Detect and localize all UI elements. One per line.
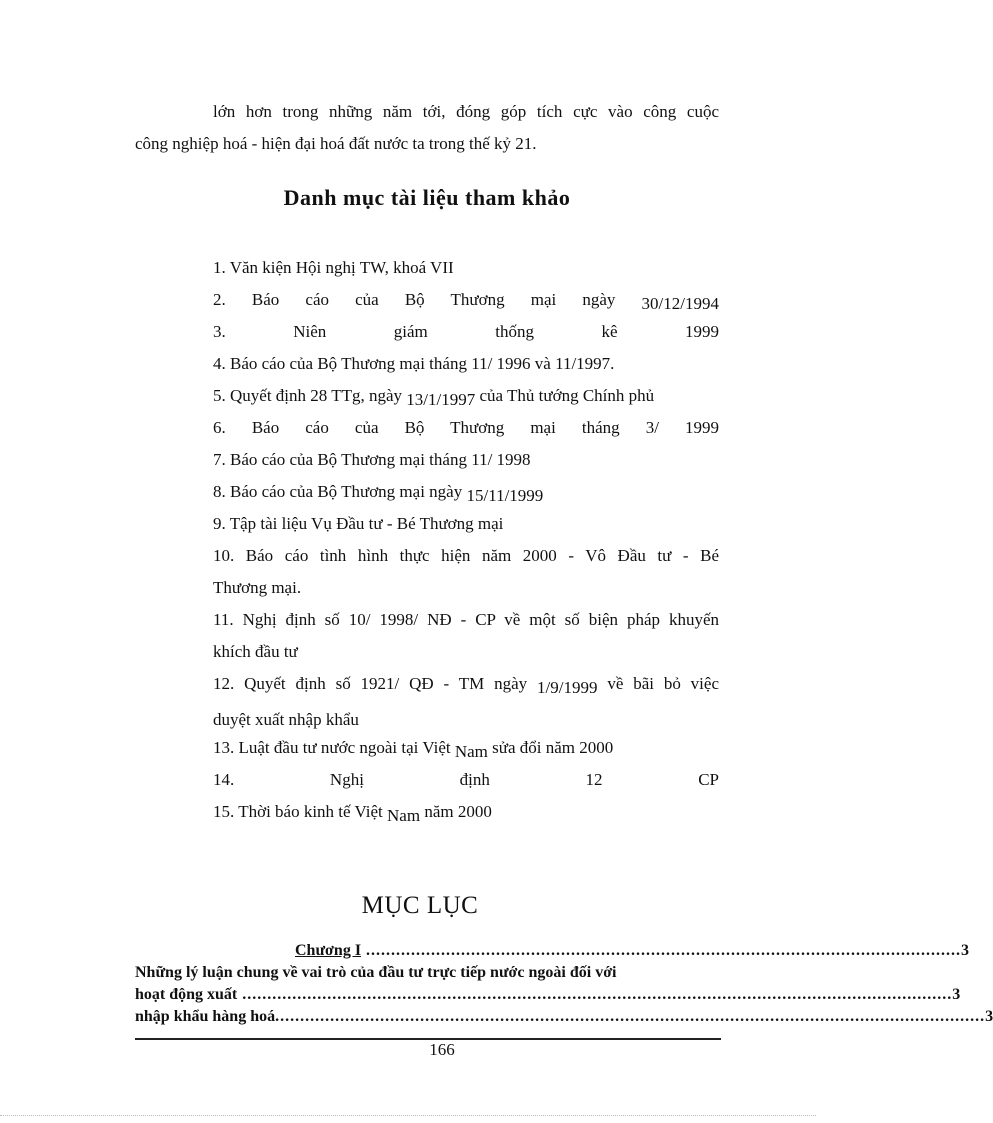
references-heading: Danh mục tài liệu tham khảo (283, 185, 571, 210)
reference-item: 14. Nghị định 12 CP (213, 770, 719, 789)
reference-item: 5. Quyết định 28 TTg, ngày 13/1/1997 của Thủ tướng Chính phủ (213, 386, 655, 409)
reference-item: 13. Luật đầu tư nước ngoài tại Việt Nam sửa đổi năm 2000 (213, 738, 614, 761)
reference-item: 10. Báo cáo tình hình thực hiện năm 2000 - Vô Đầu tư - Bé Thương mại. (213, 546, 719, 597)
page-number: 166 (429, 1040, 455, 1059)
reference-item: 12. Quyết định số 1921/ QĐ - TM ngày 1/9/1999 về bãi bỏ việc duyệt xuất nhập khẩu (213, 674, 720, 729)
intro-paragraph (135, 96, 719, 160)
reference-item: 9. Tập tài liệu Vụ Đầu tư - Bé Thương mại (213, 514, 504, 533)
toc-entry-page: 3 (952, 986, 961, 1003)
toc-entry[interactable] (135, 1006, 993, 1028)
reference-item: 15. Thời báo kinh tế Việt Nam năm 2000 (213, 802, 492, 825)
toc-entry-page: 3 (985, 1008, 993, 1025)
toc-entry-chapter[interactable] (135, 940, 970, 962)
toc-entry[interactable] (135, 962, 719, 984)
toc-entry-page: 3 (961, 942, 970, 959)
reference-item: 4. Báo cáo của Bộ Thương mại tháng 11/ 1996 và 11/1997. (213, 354, 615, 373)
toc-heading: MỤC LỤC (361, 892, 479, 919)
toc-leader-dots: ....................................................................................................................... (361, 942, 962, 959)
toc-leader-dots: .............................................................................................................................................. (237, 986, 953, 1003)
reference-item: 3. Niên giám thống kê 1999 (213, 322, 719, 341)
intro-line-2: công nghiệp hoá - hiện đại hoá đất nước ta trong thế kỷ 21. (135, 134, 537, 153)
reference-item: 6. Báo cáo của Bộ Thương mại tháng 3/ 1999 (213, 418, 719, 437)
toc-entry[interactable] (135, 984, 961, 1006)
toc-entry-label: Những lý luận chung về vai trò của đầu tư trực tiếp nước ngoài đối với (135, 964, 617, 981)
reference-item: 11. Nghị định số 10/ 1998/ NĐ - CP về một số biện pháp khuyến khích đầu tư (213, 610, 719, 661)
reference-item: 7. Báo cáo của Bộ Thương mại tháng 11/ 1998 (213, 450, 531, 469)
reference-item: 2. Báo cáo của Bộ Thương mại ngày 30/12/1994 (213, 290, 719, 313)
reference-item: 1. Văn kiện Hội nghị TW, khoá VII (213, 258, 454, 277)
intro-line-1: lớn hơn trong những năm tới, đóng góp tích cực vào công cuộc (213, 102, 719, 121)
reference-item: 8. Báo cáo của Bộ Thương mại ngày 15/11/1999 (213, 482, 544, 505)
page-bottom-border (0, 1115, 816, 1116)
toc-entry-label: hoạt động xuất (135, 986, 238, 1003)
toc-entry-label: nhập khẩu hàng hoá (135, 1008, 276, 1025)
table-of-contents (135, 940, 993, 1028)
references-list (213, 252, 719, 828)
toc-leader-dots: .............................................................................................................................................. (275, 1008, 986, 1025)
toc-entry-label: Chương I (295, 942, 362, 959)
